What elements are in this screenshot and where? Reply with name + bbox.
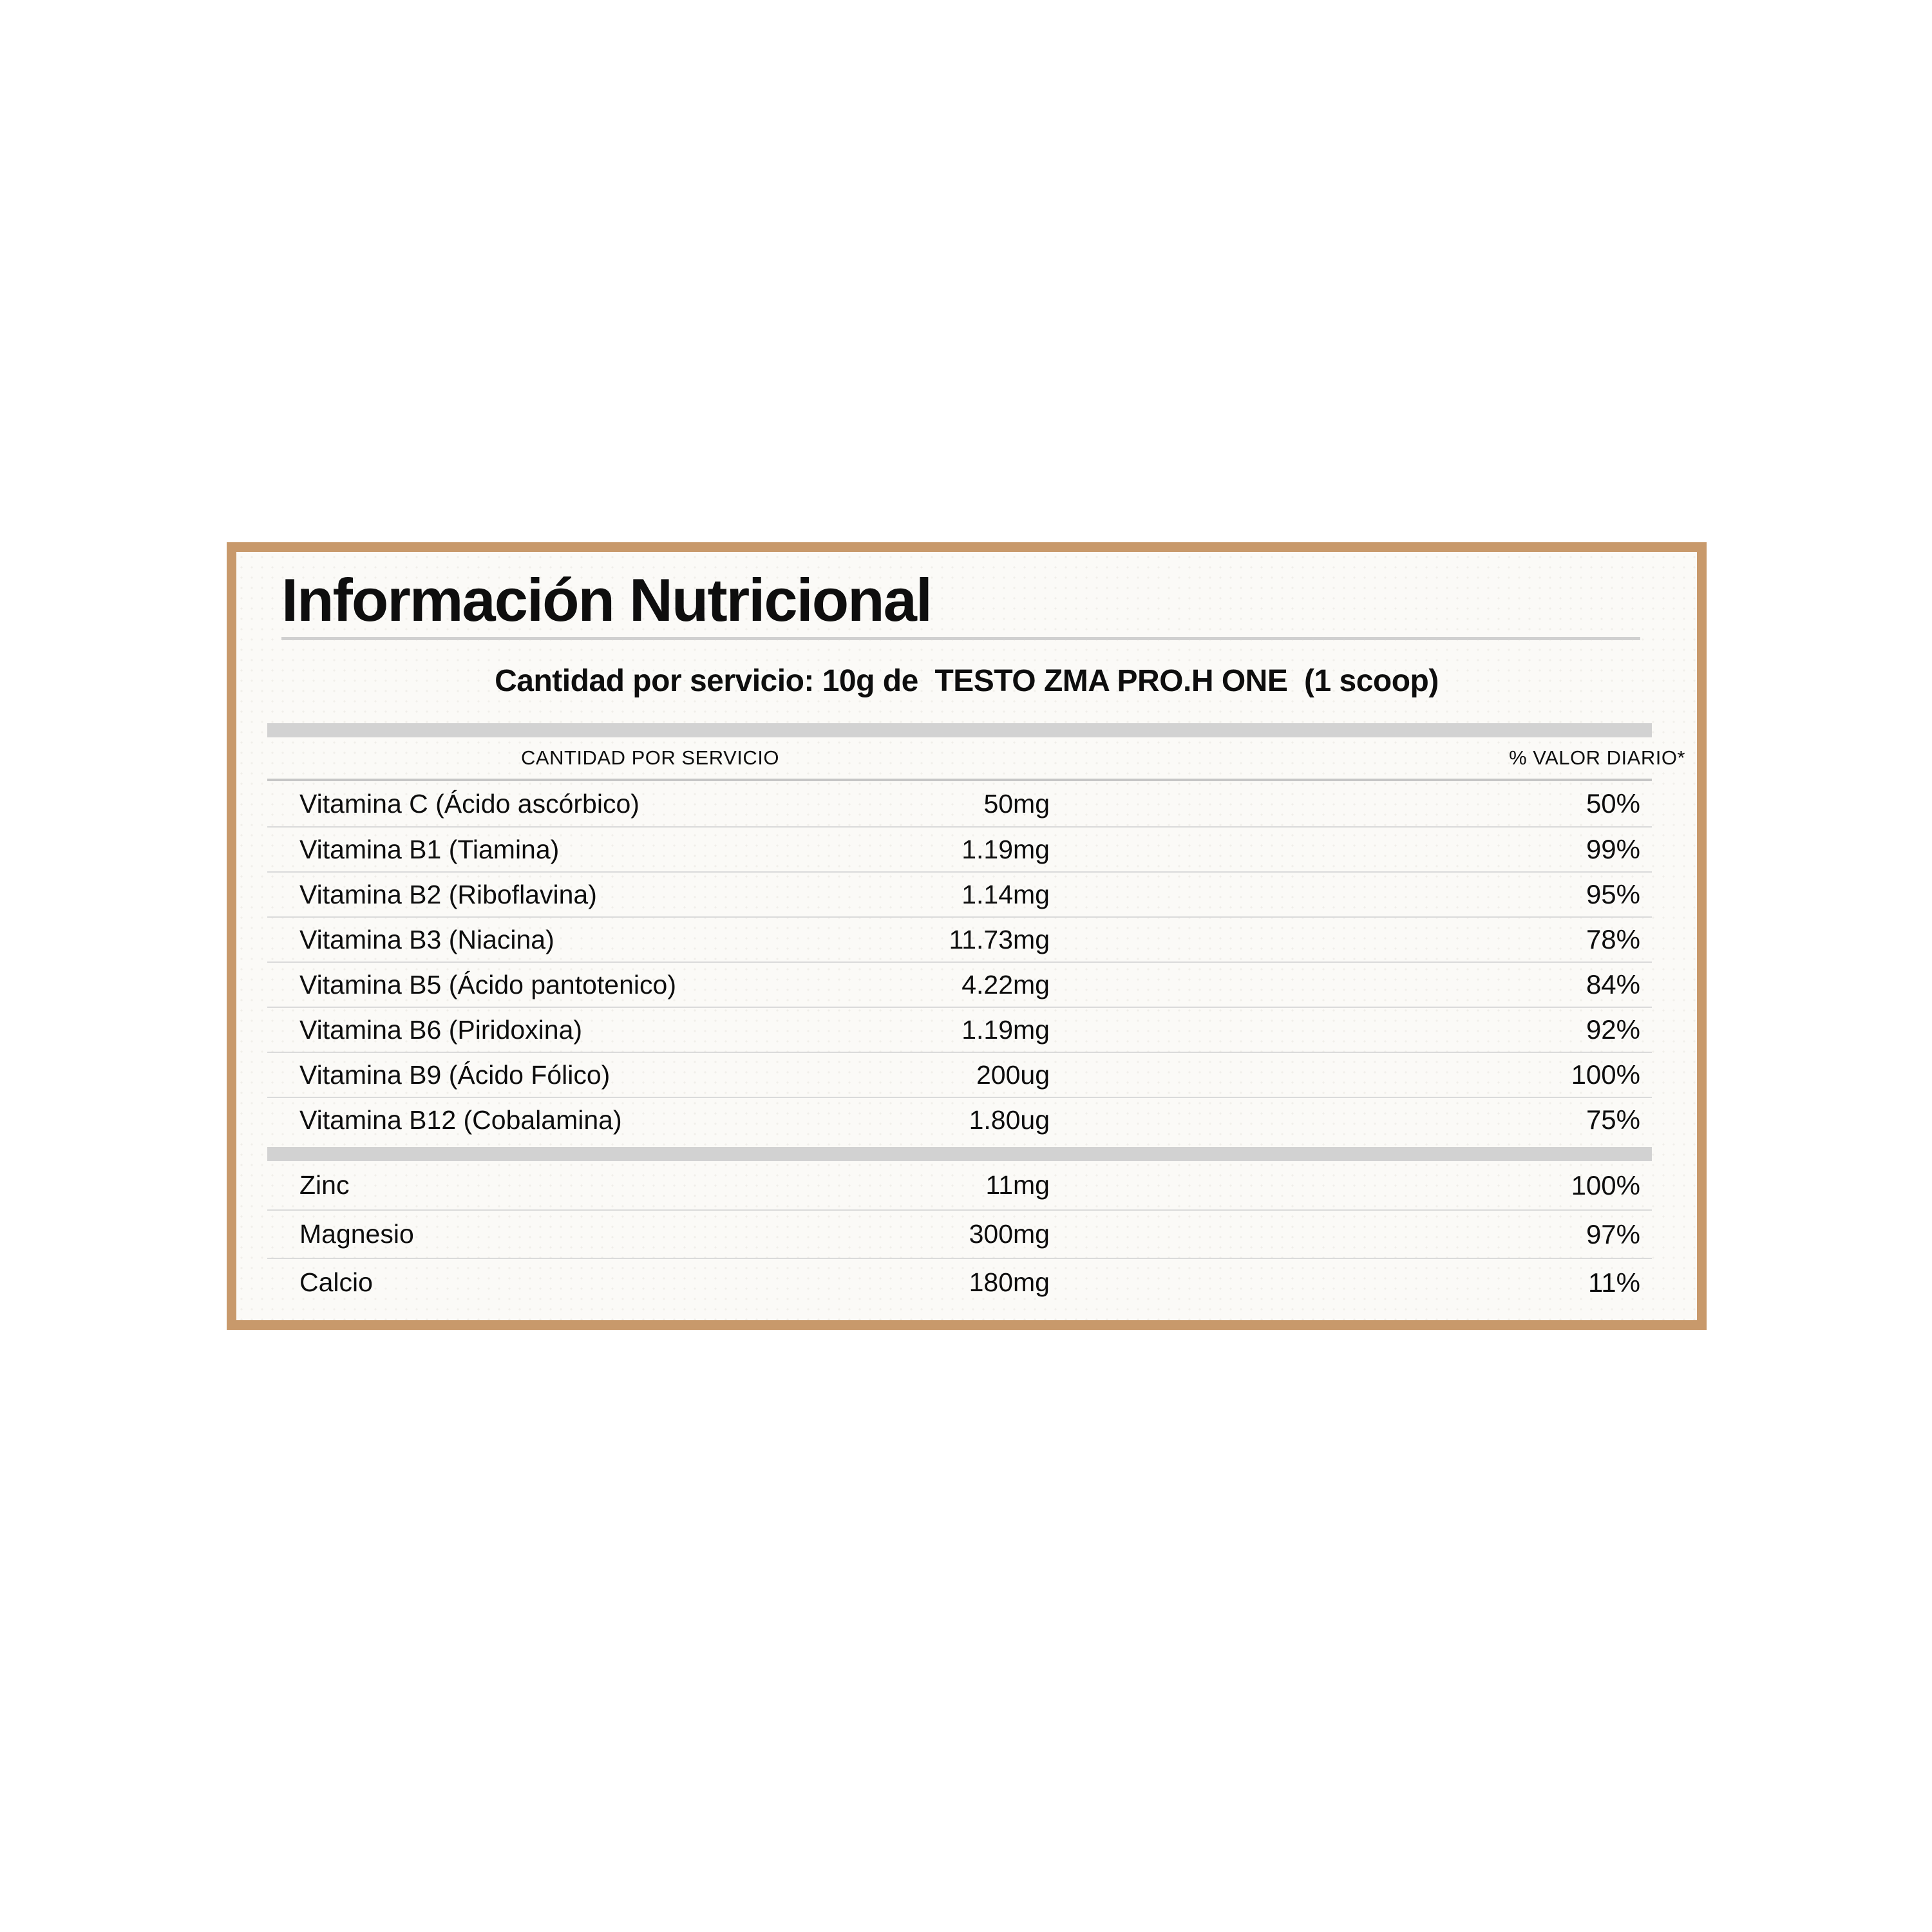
nutrient-dv: 92% [1586, 1014, 1640, 1045]
nutrient-name: Magnesio [299, 1219, 414, 1249]
nutrient-name: Vitamina B12 (Cobalamina) [299, 1104, 622, 1135]
nutrient-dv: 100% [1571, 1059, 1640, 1090]
nutrient-name: Vitamina C (Ácido ascórbico) [299, 788, 639, 819]
nutrient-dv: 78% [1586, 924, 1640, 954]
nutrient-dv: 11% [1588, 1267, 1640, 1298]
nutrient-row [267, 961, 1652, 1007]
nutrient-name: Calcio [299, 1267, 373, 1297]
nutrient-row [267, 781, 1652, 826]
title-rule [281, 637, 1640, 640]
nutrient-name: Vitamina B6 (Piridoxina) [299, 1014, 583, 1045]
nutrient-dv: 75% [1586, 1104, 1640, 1135]
nutrient-row [267, 1097, 1652, 1142]
serving-line: Cantidad por servicio: 10g de TESTO ZMA PRO.H ONE (1 scoop) [495, 664, 1439, 698]
nutrient-row [267, 1209, 1652, 1258]
nutrition-facts-panel [227, 542, 1707, 1330]
nutrient-amount: 1.80ug [969, 1104, 1050, 1135]
nutrient-row [267, 916, 1652, 961]
nutrient-name: Vitamina B2 (Riboflavina) [299, 879, 597, 909]
vitamins-table [267, 781, 1652, 1142]
section-bar-minerals [267, 1147, 1652, 1161]
nutrient-row [267, 1258, 1652, 1306]
minerals-table [267, 1161, 1652, 1306]
section-bar-top [267, 723, 1652, 737]
nutrient-row [267, 1052, 1652, 1097]
nutrient-amount: 1.19mg [961, 834, 1050, 864]
nutrient-name: Vitamina B3 (Niacina) [299, 924, 554, 954]
dv-column-header: % VALOR DIARIO* [1509, 746, 1685, 769]
nutrient-row [267, 1007, 1652, 1052]
nutrient-name: Zinc [299, 1170, 350, 1200]
nutrient-amount: 200ug [976, 1059, 1050, 1090]
nutrient-dv: 100% [1571, 1170, 1640, 1200]
nutrient-dv: 50% [1586, 788, 1640, 819]
nutrient-dv: 99% [1586, 834, 1640, 864]
nutrient-name: Vitamina B5 (Ácido pantotenico) [299, 969, 676, 999]
nutrient-amount: 50mg [983, 788, 1050, 819]
nutrient-amount: 11mg [985, 1170, 1050, 1200]
nutrient-amount: 300mg [969, 1219, 1050, 1249]
nutrient-name: Vitamina B9 (Ácido Fólico) [299, 1059, 611, 1090]
nutrient-amount: 4.22mg [961, 969, 1050, 999]
nutrient-dv: 84% [1586, 969, 1640, 999]
nutrient-dv: 97% [1586, 1218, 1640, 1249]
nutrient-amount: 180mg [969, 1267, 1050, 1297]
panel-title: Información Nutricional [281, 566, 931, 634]
nutrient-row [267, 1161, 1652, 1209]
panel-inner [236, 552, 1697, 1320]
nutrient-amount: 1.19mg [961, 1014, 1050, 1045]
amount-column-header: CANTIDAD POR SERVICIO [521, 746, 779, 769]
nutrient-name: Vitamina B1 (Tiamina) [299, 834, 560, 864]
nutrient-amount: 1.14mg [961, 879, 1050, 909]
nutrient-row [267, 826, 1652, 871]
column-headers [236, 737, 1697, 779]
nutrient-amount: 11.73mg [949, 924, 1050, 954]
nutrient-row [267, 871, 1652, 916]
nutrient-dv: 95% [1586, 879, 1640, 909]
